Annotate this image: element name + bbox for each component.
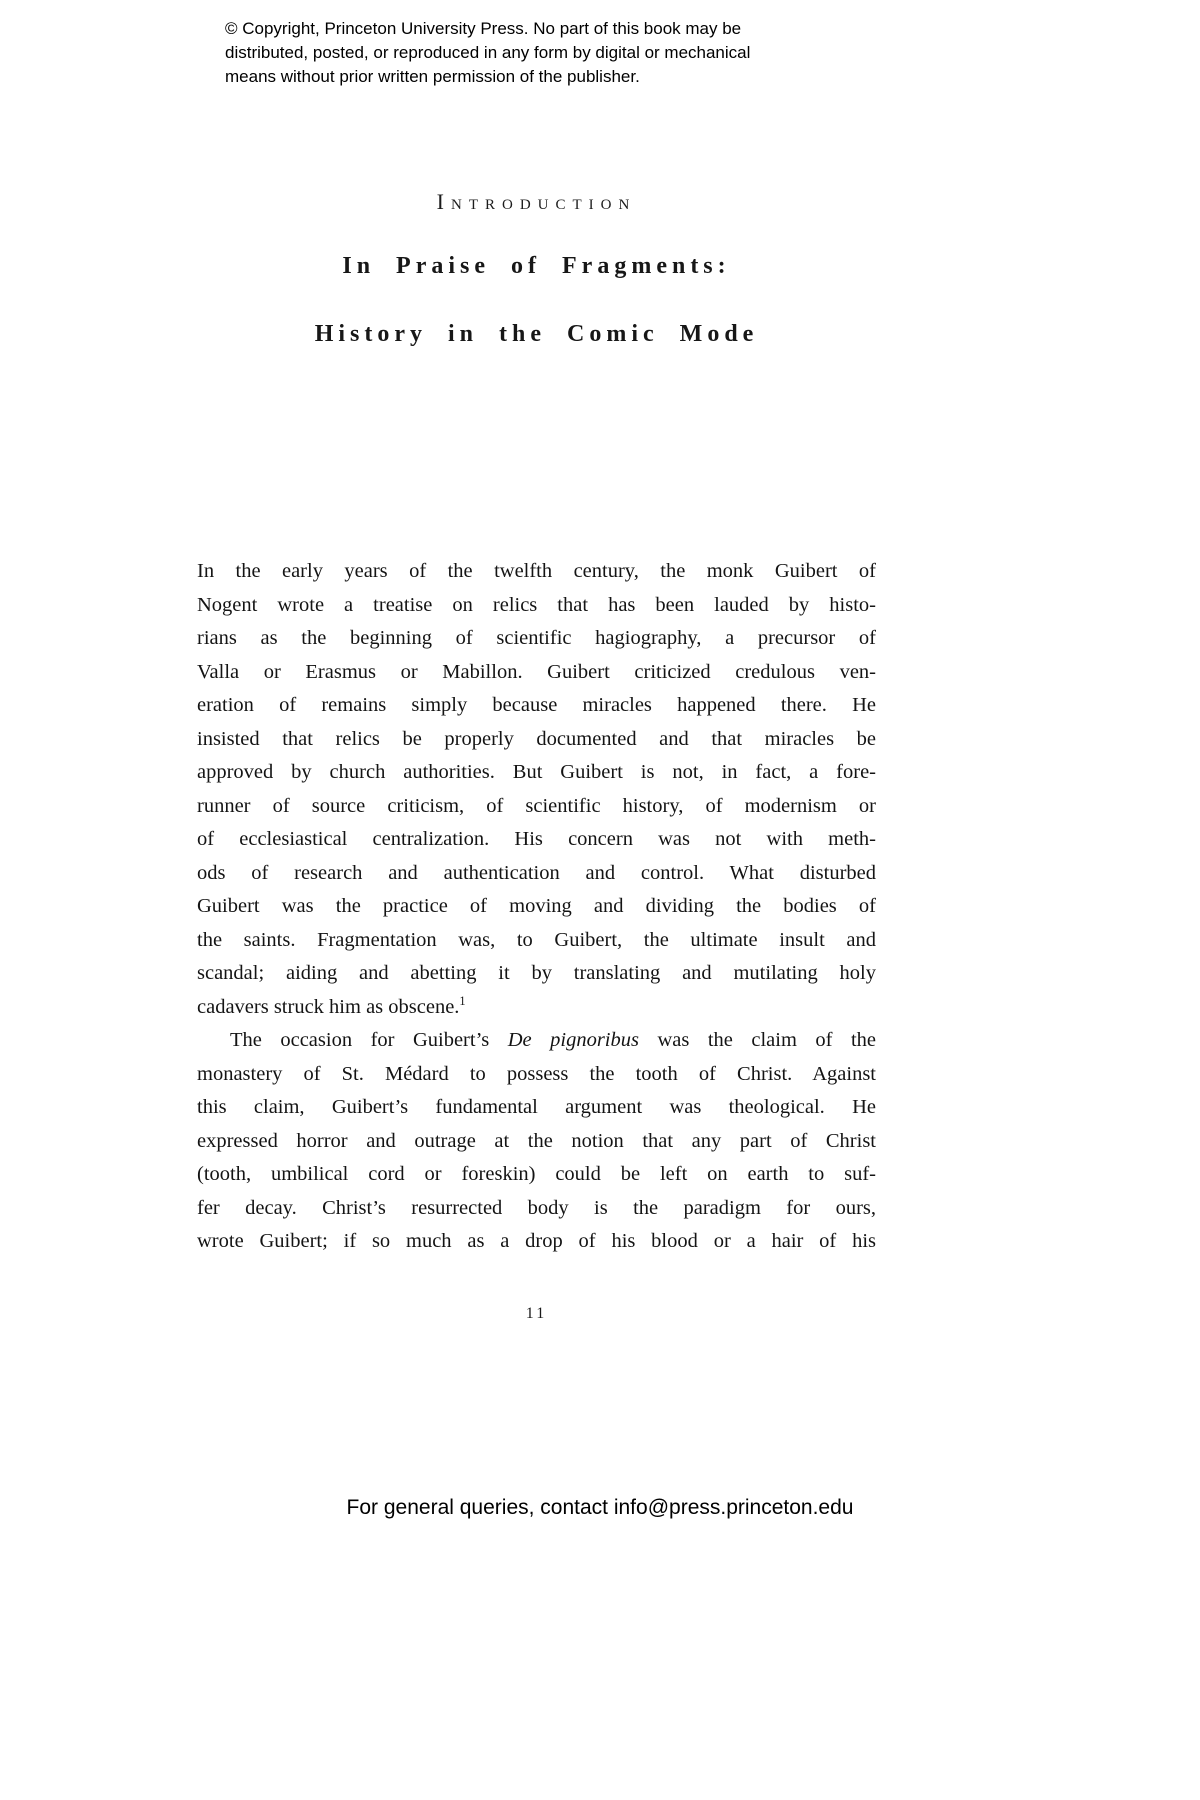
body-line <box>197 756 876 790</box>
page-number: 11 <box>525 1305 548 1322</box>
text-segment: Nogent wrote a treatise on relics that has been lauded by histo- <box>197 593 876 616</box>
body-line <box>197 1125 876 1159</box>
text-segment: monastery of St. Médard to possess the tooth of Christ. Against <box>197 1062 876 1085</box>
chapter-title-line-2: History in the Comic Mode <box>314 321 759 347</box>
text-segment: insisted that relics be properly documented and that miracles be <box>197 727 876 750</box>
body-text <box>197 555 876 1259</box>
body-line <box>197 1192 876 1226</box>
body-line <box>197 857 876 891</box>
body-line <box>197 1158 876 1192</box>
body-line <box>197 555 876 589</box>
footer-query-note: For general queries, contact info@press.princeton.edu <box>346 1496 854 1519</box>
body-line <box>197 924 876 958</box>
text-segment: this claim, Guibert’s fundamental argument was theological. He <box>197 1096 876 1118</box>
text-segment: cadavers struck him as obscene. <box>197 995 460 1018</box>
text-segment: approved by church authorities. But Guibert is not, in fact, a fore- <box>197 761 876 783</box>
text-segment: of ecclesiastical centralization. His concern was not with meth- <box>197 828 876 850</box>
copyright-line: distributed, posted, or reproduced in any form by digital or mechanical <box>225 43 751 62</box>
text-segment: the saints. Fragmentation was, to Guibert, the ultimate insult and <box>197 928 876 951</box>
text-segment: runner of source criticism, of scientific history, of modernism or <box>197 794 876 817</box>
body-line <box>197 1024 876 1058</box>
footnote-marker: 1 <box>459 993 466 1008</box>
body-line <box>197 622 876 656</box>
body-line <box>197 890 876 924</box>
text-segment: scandal; aiding and abetting it by translating and mutilating holy <box>197 962 876 984</box>
text-segment: eration of remains simply because miracles happened there. He <box>197 694 876 716</box>
text-segment: rians as the beginning of scientific hagiography, a precursor of <box>197 627 876 649</box>
body-line <box>197 1225 876 1259</box>
text-segment: wrote Guibert; if so much as a drop of his blood or a hair of his <box>197 1230 876 1252</box>
body-line <box>197 790 876 824</box>
text-segment: ods of research and authentication and control. What disturbed <box>197 861 876 884</box>
body-line <box>197 589 876 623</box>
body-line <box>197 656 876 690</box>
copyright-line: means without prior written permission of the publisher. <box>225 67 640 86</box>
text-segment: (tooth, umbilical cord or foreskin) could be left on earth to suf- <box>197 1163 876 1185</box>
body-line <box>197 723 876 757</box>
body-line <box>197 957 876 991</box>
chapter-title-line-1: In Praise of Fragments: <box>342 253 731 279</box>
text-segment: The occasion for Guibert’s <box>230 1029 508 1051</box>
text-segment: expressed horror and outrage at the notion that any part of Christ <box>197 1129 876 1152</box>
body-line <box>197 1058 876 1092</box>
body-line <box>197 823 876 857</box>
copyright-notice <box>225 17 750 89</box>
copyright-line: © Copyright, Princeton University Press. No part of this book may be <box>225 19 742 38</box>
section-heading: Introduction <box>436 189 637 214</box>
text-segment: was the claim of the <box>638 1029 876 1051</box>
text-segment: fer decay. Christ’s resurrected body is the paradigm for ours, <box>197 1196 876 1219</box>
text-segment: Valla or Erasmus or Mabillon. Guibert criticized credulous ven- <box>197 660 876 683</box>
italic-title-text: De pignoribus <box>507 1029 639 1051</box>
text-segment: In the early years of the twelfth century, the monk Guibert of <box>197 560 876 582</box>
body-line <box>197 1091 876 1125</box>
text-segment: Guibert was the practice of moving and dividing the bodies of <box>197 895 876 917</box>
body-line <box>197 689 876 723</box>
body-line <box>197 991 876 1025</box>
